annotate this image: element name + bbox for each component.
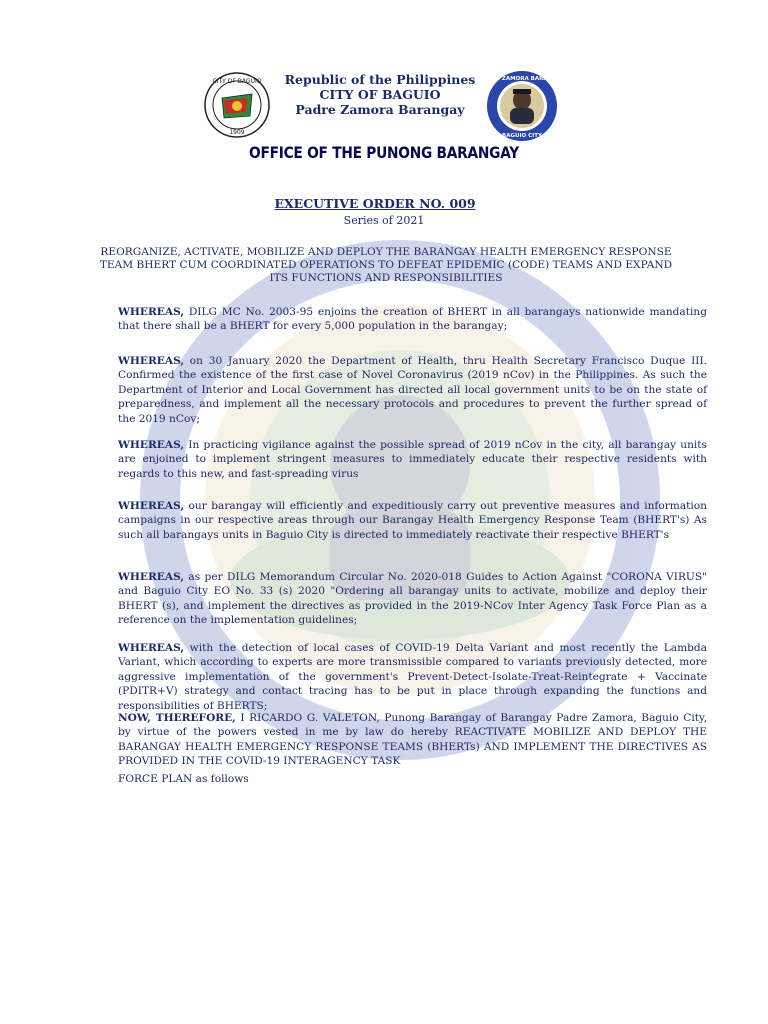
paragraph-lead: WHEREAS,	[118, 355, 185, 367]
paragraph-lead: WHEREAS,	[118, 500, 185, 512]
office-title: OFFICE OF THE PUNONG BARANGAY	[249, 143, 519, 162]
paragraph-text: as per DILG Memorandum Circular No. 2020-018 Guides to Action Against "CORONA VIRUS" and Baguio City EO No. 33 (s) 2020 "Ordering all barangay units to activate, mobilize and deploy their BHERT (s), and implement the directives as provided in the 2019-NCov Inter Agency Task Force Plan as a reference on the implementation guidelines;	[118, 571, 707, 627]
paragraph-lead: WHEREAS,	[118, 642, 185, 654]
paragraph-text: our barangay will efficiently and expeditiously carry out preventive measures and information campaigns in our respective areas through our Barangay Health Emergency Response Team (BHERT's) As such all barangays units in Baguio City is directed to immediately reactivate their respective BHERT's	[118, 500, 707, 541]
executive-order-number	[0, 196, 768, 211]
paragraph-text: DILG MC No. 2003-95 enjoins the creation of BHERT in all barangays nationwide mandating that there shall be a BHERT for every 5,000 population in the barangay;	[118, 306, 707, 333]
paragraph-text: with the detection of local cases of COVID-19 Delta Variant and most recently the Lambda Variant, which according to experts are more transmissible compared to variants previously detected, more aggressive implementation of the government's Prevent-Detect-Isolate-Treat-Reintegrate + Vaccinate (PDITR+V) strategy and contact tracing has to be put in place through expanding the functions and responsibilities of BHERTS;	[118, 642, 707, 712]
left-seal-year: 1909	[229, 129, 245, 136]
paragraph-lead: WHEREAS,	[118, 571, 185, 583]
city-of-baguio-seal-icon	[204, 72, 270, 138]
letterhead	[270, 72, 490, 117]
whereas-paragraph-2	[118, 354, 707, 426]
whereas-paragraph-1	[118, 305, 707, 334]
now-therefore-paragraph	[118, 711, 707, 769]
paragraph-text: I RICARDO G. VALETON, Punong Barangay of Barangay Padre Zamora, Baguio City, by virtue of the powers vested in me by law do hereby REACTIVATE MOBILIZE AND DEPLOY THE BARANGAY HEALTH EMERGENCY RESPONSE TEAMS (BHERTs) AND IMPLEMENT THE DIRECTIVES AS PROVIDED IN THE COVID-19 INTERAGENCY TASK	[118, 712, 707, 768]
padre-zamora-seal-icon	[479, 70, 565, 142]
right-seal-bottom-text: BAGUIO CITY	[502, 133, 542, 139]
paragraph-text: on 30 January 2020 the Department of Health, thru Health Secretary Francisco Duque III. Confirmed the existence of the first case of Novel Coronavirus (2019 nCov) in the Philippines. As such the Department of Interior and Local Government has directed all local government units to be on the state of preparedness, and implement all the necessary protocols and procedures to prevent the further spread of the 2019 nCov;	[118, 355, 707, 425]
paragraph-lead: WHEREAS,	[118, 439, 185, 451]
left-seal-text: CITY OF BAGUIO	[212, 78, 262, 85]
whereas-paragraph-5	[118, 570, 707, 628]
order-title: REORGANIZE, ACTIVATE, MOBILIZE AND DEPLOY THE BARANGAY HEALTH EMERGENCY RESPONSE TEAM BHERT CUM COORDINATED OPERATIONS TO DEFEAT EPIDEMIC (CODE) TEAMS AND EXPAND ITS FUNCTIONS AND RESPONSIBILITIES	[99, 246, 673, 284]
paragraph-lead: WHEREAS,	[118, 306, 185, 318]
whereas-paragraph-3	[118, 438, 707, 481]
right-seal-text: PADRE ZAMORA BARANGAY	[479, 76, 565, 82]
paragraph-text: FORCE PLAN as follows	[118, 773, 249, 785]
letterhead-line-2: CITY OF BAGUIO	[319, 87, 441, 102]
force-plan-line	[118, 772, 707, 786]
executive-order-number-text: EXECUTIVE ORDER NO. 009	[274, 196, 476, 211]
paragraph-text: In practicing vigilance against the possible spread of 2019 nCov in the city, all barangay units are enjoined to implement stringent measures to immediately educate their respective residents with regards to this new, and fast-spreading virus	[118, 439, 707, 480]
series-year: Series of 2021	[343, 214, 425, 227]
letterhead-line-3: Padre Zamora Barangay	[295, 102, 465, 117]
whereas-paragraph-6	[118, 641, 707, 713]
paragraph-lead: NOW, THEREFORE,	[118, 712, 236, 724]
whereas-paragraph-4	[118, 499, 707, 542]
letterhead-line-1: Republic of the Philippines	[284, 72, 476, 87]
